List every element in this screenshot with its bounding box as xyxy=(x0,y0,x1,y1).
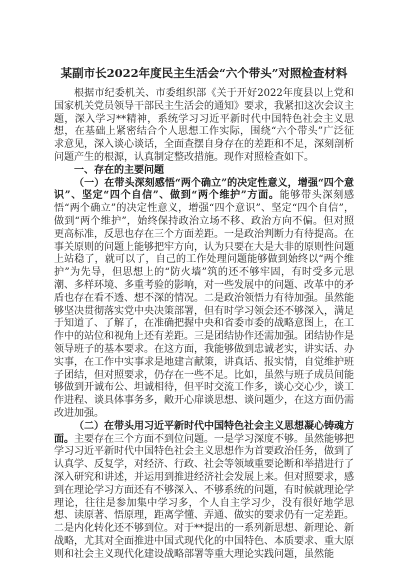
problem-item-2-body: 主要存在三个方面不到位问题。一是学习深度不够。虽然能够把学习习近平新时代中国特色社会主义思想作为首要政治任务，做到了认真学、反复学，对经济、行政、社会等领域重要论断和举措进行了深入研究和讲述，并运用到推进经济社会发展上来。但对照要求，感到在理论学习方面还有不够深入、不够系统的问题，有时候就理论学理论，往往是参加集中学习多，个人自主学习少，没有很好地学思想、读原著、悟原理，距离学懂、弄通、做实的要求仍有一定差距。二是内化转化还不够到位。对于**提出的一系列新思想、新理论、新战略，尤其对全面推进中国式现代化的中国特色、本质要求、重大原则和社会主义现代化建设战略部署等重大理论实践问题，虽然能 xyxy=(54,433,354,560)
document-body xyxy=(54,66,354,561)
document-title: 某副市长2022年度民主生活会“六个带头”对照检查材料 xyxy=(60,66,348,80)
section-heading: 一、存在的主要问题 xyxy=(74,164,164,176)
problem-item-2-lead: （二）在带头用习近平新时代中国特色社会主义思想凝心铸魂方面。 xyxy=(54,420,354,445)
problem-item-2 xyxy=(54,421,354,562)
problem-item-1 xyxy=(54,178,354,421)
problem-item-1-lead: （一）在带头深刻感悟“两个确立”的决定性意义，增强“四个意识”、坚定“四个自信”、做到“两个维护”方面。 xyxy=(54,177,354,202)
problem-item-1-body: 能够带头深刻感悟“两个确立”的决定性意义，增强“四个意识”、坚定“四个自信”，做到“两个维护”，始终保持政治立场不移、政治方向不偏。但对照更高标准，反思也存在三个方面差距。一是政治判断力有待提高。在事关原则的问题上能够把牢方向，认为只要在大是大非的原则性问题上站稳了，就可以了，自己的工作处理问题能够做到始终以“两个维护”为先导，但思想上的“防火墙”筑的还不够牢固，有时受多元思潮、多样环境、多重考验的影响，对一些发展中的问题、改革中的矛盾也存在看不透、想不深的情况。二是政治领悟力有待加强。虽然能够坚决贯彻落实党中央决策部署，但有时学习领会还不够深入，满足于知道了、了解了，在准确把握中央和省委市委的战略意图上，在工作中的站位和视角上还有差距。三是团结协作还需加强。团结协作是领导班子的基本要求。在这方面，我能够做到忠诚老实，讲实话、办实事，在工作中实事求是地建言献策，讲真话、报实情，自觉维护班子团结，但对照要求，仍存在一些不足。比如，虽然与班子成员间能够做到开诚布公、坦诚相待，但平时交流工作多，谈心交心少，谈工作进程、谈具体事务多，敞开心扉谈思想、谈问题少，在这方面仍需改进加强。 xyxy=(54,190,355,419)
intro-paragraph: 根据市纪委机关、市委组织部《关于开好2022年度县以上党和国家机关党员领导干部民主生活会的通知》要求，我紧扣这次会议主题，深入学习**精神，系统学习习近平新时代中国特色社会主义思想，在基础上紧密结合个人思想工作实际，围绕“六个带头”广泛征求意见，深入谈心谈话，全面查摆自身存在的差距和不足，深刻剖析问题产生的根源，认真制定整改措施。现作对照检查如下。 xyxy=(54,88,354,163)
